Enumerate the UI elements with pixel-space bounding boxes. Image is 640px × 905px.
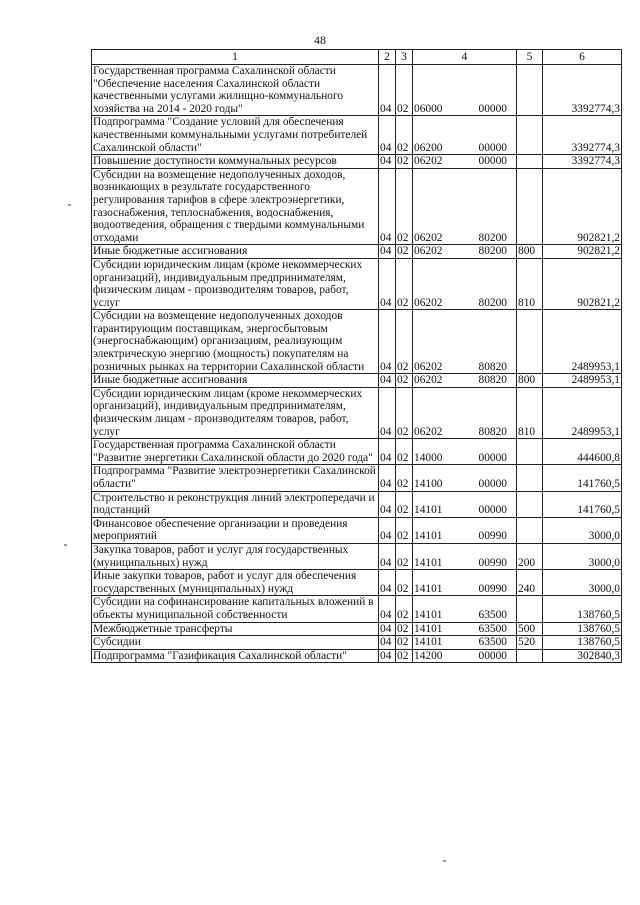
table-row [92,465,622,491]
row-subsection: 02 [396,387,413,438]
row-section: 04 [379,543,396,569]
row-subsection: 02 [396,374,413,388]
row-expense-type: 200 [517,543,543,569]
target-program-code: 14200 [414,649,443,662]
target-direction-code: 00000 [478,649,507,662]
target-direction-code: 00990 [478,530,507,543]
target-direction-code: 80200 [478,245,507,258]
header-col-6: 6 [543,50,622,65]
table-row [92,155,622,169]
row-amount: 2489953,1 [543,387,622,438]
row-section: 04 [379,570,396,596]
table-row [92,65,622,116]
row-section: 04 [379,310,396,374]
row-section: 04 [379,387,396,438]
row-name: Субсидии юридическим лицам (кроме некоммерческих организаций), индивидуальным предпринимателям, физическим лицам - производителям товаров, работ, услуг [92,258,379,309]
row-target-code [413,517,517,543]
scan-speck [64,544,67,546]
row-section: 04 [379,465,396,491]
row-name: Финансовое обеспечение организации и проведения мероприятий [92,517,379,543]
target-direction-code: 00000 [478,102,507,115]
row-expense-type [517,465,543,491]
target-program-code: 14101 [414,504,443,517]
table-row [92,168,622,245]
row-name: Строительство и реконструкция линий электропередачи и подстанций [92,491,379,517]
table-row [92,491,622,517]
target-program-code: 06202 [414,155,443,168]
row-expense-type [517,491,543,517]
row-amount: 902821,2 [543,168,622,245]
row-subsection: 02 [396,543,413,569]
table-row [92,310,622,374]
target-program-code: 06202 [414,231,443,244]
row-expense-type [517,517,543,543]
target-program-code: 14101 [414,622,443,635]
row-target-code [413,65,517,116]
target-program-code: 14101 [414,636,443,649]
row-amount: 3000,0 [543,517,622,543]
row-section: 04 [379,636,396,650]
target-direction-code: 00990 [478,556,507,569]
row-subsection: 02 [396,245,413,259]
row-amount: 3392774,3 [543,116,622,155]
row-expense-type: 520 [517,636,543,650]
row-section: 04 [379,439,396,465]
row-expense-type: 810 [517,258,543,309]
row-subsection: 02 [396,596,413,622]
target-direction-code: 00000 [478,478,507,490]
row-expense-type: 800 [517,374,543,388]
target-program-code: 06200 [414,141,443,154]
row-amount: 141760,5 [543,465,622,491]
table-row [92,258,622,309]
row-section: 04 [379,65,396,116]
target-program-code: 06000 [414,102,443,115]
row-name: Иные бюджетные ассигнования [92,374,379,388]
target-program-code: 14101 [414,530,443,543]
row-expense-type: 810 [517,387,543,438]
row-subsection: 02 [396,622,413,636]
row-expense-type [517,155,543,169]
target-program-code: 06202 [414,360,443,373]
table-row [92,116,622,155]
row-amount: 138760,5 [543,596,622,622]
row-target-code [413,570,517,596]
scan-speck [443,860,446,862]
table-header-row [92,50,622,65]
row-name: Государственная программа Сахалинской области "Развитие энергетики Сахалинской области до 2020 года" [92,439,379,465]
budget-table [91,49,622,663]
target-program-code: 14101 [414,556,443,569]
row-subsection: 02 [396,491,413,517]
table-row [92,245,622,259]
row-name: Иные закупки товаров, работ и услуг для обеспечения государственных (муниципальных) нужд [92,570,379,596]
target-direction-code: 80820 [478,374,507,387]
row-target-code [413,116,517,155]
row-target-code [413,465,517,491]
row-amount: 2489953,1 [543,374,622,388]
row-section: 04 [379,596,396,622]
table-row [92,570,622,596]
row-amount: 302840,3 [543,649,622,663]
row-target-code [413,622,517,636]
table-row [92,387,622,438]
row-expense-type: 500 [517,622,543,636]
row-target-code [413,491,517,517]
row-expense-type [517,310,543,374]
header-col-1: 1 [92,50,379,65]
row-name: Государственная программа Сахалинской области "Обеспечение населения Сахалинской области качественными услугами жилищно-коммунального хозяйства на 2014 - 2020 годы" [92,65,379,116]
row-target-code [413,245,517,259]
row-section: 04 [379,491,396,517]
row-section: 04 [379,374,396,388]
row-subsection: 02 [396,465,413,491]
row-subsection: 02 [396,258,413,309]
row-subsection: 02 [396,65,413,116]
row-amount: 3392774,3 [543,65,622,116]
row-name: Межбюджетные трансферты [92,622,379,636]
target-direction-code: 80820 [478,360,507,373]
row-name: Повышение доступности коммунальных ресурсов [92,155,379,169]
row-section: 04 [379,258,396,309]
row-section: 04 [379,517,396,543]
row-expense-type: 240 [517,570,543,596]
row-amount: 3000,0 [543,543,622,569]
row-target-code [413,636,517,650]
row-amount: 902821,2 [543,245,622,259]
target-program-code: 06202 [414,296,443,309]
row-name: Субсидии юридическим лицам (кроме некоммерческих организаций), индивидуальным предпринимателям, физическим лицам - производителям товаров, работ, услуг [92,387,379,438]
row-amount: 141760,5 [543,491,622,517]
target-direction-code: 00000 [478,155,507,168]
row-subsection: 02 [396,570,413,596]
target-program-code: 14101 [414,582,443,595]
table-row [92,649,622,663]
row-name: Иные бюджетные ассигнования [92,245,379,259]
target-direction-code: 80200 [478,296,507,309]
table-row [92,517,622,543]
row-subsection: 02 [396,116,413,155]
row-name: Субсидии на возмещение недополученных доходов, возникающих в результате государственного регулирования тарифов в сфере электроэнергетики, газоснабжения, теплоснабжения, водоснабжения, водоотведения, обращения с твердыми коммунальными отходами [92,168,379,245]
row-section: 04 [379,245,396,259]
target-direction-code: 80820 [478,425,507,438]
row-target-code [413,387,517,438]
row-target-code [413,649,517,663]
row-target-code [413,596,517,622]
row-expense-type [517,649,543,663]
table-row [92,622,622,636]
row-target-code [413,155,517,169]
target-direction-code: 63500 [478,608,507,621]
target-direction-code: 63500 [478,636,507,649]
row-amount: 2489953,1 [543,310,622,374]
scan-speck [68,204,71,206]
row-section: 04 [379,622,396,636]
row-subsection: 02 [396,439,413,465]
row-name: Подпрограмма "Создание условий для обеспечения качественными коммунальными услугами потребителей Сахалинской области" [92,116,379,155]
row-expense-type [517,168,543,245]
row-amount: 902821,2 [543,258,622,309]
row-section: 04 [379,155,396,169]
row-amount: 138760,5 [543,622,622,636]
row-target-code [413,374,517,388]
target-direction-code: 00000 [478,451,507,464]
table-body [92,65,622,663]
table-row [92,439,622,465]
row-amount: 138760,5 [543,636,622,650]
header-col-5: 5 [517,50,543,65]
row-subsection: 02 [396,310,413,374]
row-subsection: 02 [396,155,413,169]
target-program-code: 06202 [414,374,443,387]
target-direction-code: 63500 [478,622,507,635]
table-row [92,596,622,622]
target-program-code: 14000 [414,451,443,464]
row-expense-type [517,596,543,622]
header-col-4: 4 [413,50,517,65]
row-name: Подпрограмма "Газификация Сахалинской области" [92,649,379,663]
row-amount: 444600,8 [543,439,622,465]
header-col-3: 3 [396,50,413,65]
table-row [92,636,622,650]
target-direction-code: 00000 [478,504,507,517]
row-target-code [413,258,517,309]
row-expense-type [517,439,543,465]
row-subsection: 02 [396,636,413,650]
row-subsection: 02 [396,168,413,245]
row-amount: 3392774,3 [543,155,622,169]
row-subsection: 02 [396,649,413,663]
row-name: Субсидии на возмещение недополученных доходов гарантирующим поставщикам, энергосбытовым (энергоснабжающим) организациям, реализующим электрическую энергию (мощность) покупателям на розничных рынках на территории Сахалинской области [92,310,379,374]
row-section: 04 [379,116,396,155]
row-amount: 3000,0 [543,570,622,596]
row-subsection: 02 [396,517,413,543]
row-expense-type [517,116,543,155]
target-program-code: 06202 [414,245,443,258]
target-program-code: 06202 [414,425,443,438]
row-name: Субсидии на софинансирование капитальных вложений в объекты муниципальной собственности [92,596,379,622]
row-name: Подпрограмма "Развитие электроэнергетики Сахалинской области" [92,465,379,491]
row-expense-type [517,65,543,116]
row-section: 04 [379,168,396,245]
row-target-code [413,168,517,245]
row-expense-type: 800 [517,245,543,259]
target-direction-code: 80200 [478,231,507,244]
row-section: 04 [379,649,396,663]
row-target-code [413,439,517,465]
target-program-code: 14101 [414,608,443,621]
row-name: Закупка товаров, работ и услуг для государственных (муниципальных) нужд [92,543,379,569]
table-row [92,374,622,388]
target-direction-code: 00000 [478,141,507,154]
header-col-2: 2 [379,50,396,65]
page-number: 48 [314,33,326,47]
row-target-code [413,543,517,569]
row-target-code [413,310,517,374]
target-program-code: 14100 [414,478,443,490]
row-name: Субсидии [92,636,379,650]
target-direction-code: 00990 [478,582,507,595]
table-row [92,543,622,569]
